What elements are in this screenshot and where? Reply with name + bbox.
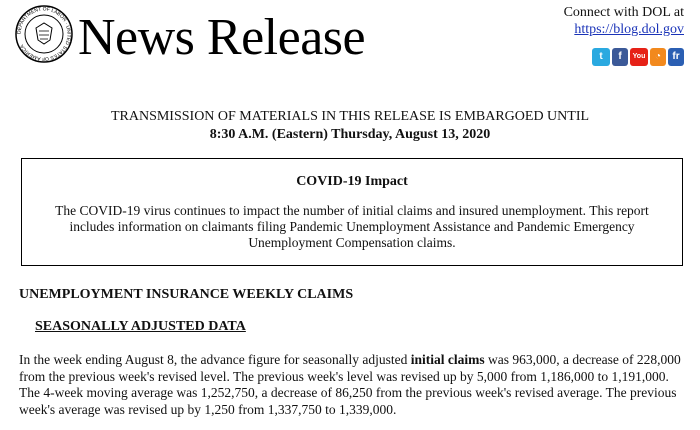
embargo-notice bbox=[0, 108, 700, 144]
rss-icon[interactable]: ◔ bbox=[650, 48, 666, 66]
para-text-start: In the week ending August 8, the advance figure for seasonally adjusted bbox=[19, 352, 411, 367]
covid-impact-box bbox=[21, 158, 683, 266]
covid-body: The COVID-19 virus continues to impact the number of initial claims and insured unemployment. This report includes information on claimants filing Pandemic Unemployment Assistance and Pandemic Emergency Unemployment Compensation claims. bbox=[55, 203, 649, 250]
connect-label: Connect with DOL at bbox=[563, 5, 684, 20]
covid-title: COVID-19 Impact bbox=[296, 174, 408, 189]
claims-paragraph bbox=[19, 352, 687, 418]
seal-lettering: DEPARTMENT OF LABOR · UNITED STATES OF AMERICA bbox=[16, 6, 72, 62]
blog-link[interactable]: https://blog.dol.gov bbox=[574, 22, 684, 37]
flickr-icon[interactable]: fr bbox=[668, 48, 684, 66]
connect-block bbox=[564, 4, 684, 38]
section-heading: UNEMPLOYMENT INSURANCE WEEKLY CLAIMS bbox=[19, 287, 354, 302]
social-links bbox=[592, 48, 684, 66]
youtube-icon[interactable]: You bbox=[630, 48, 648, 66]
page-title: News Release bbox=[78, 9, 366, 66]
para-text-end: was 963,000, a decrease of 228,000 from the previous week's revised level. The previous week's level was revised up by 5,000 from 1,186,000 to 1,191,000. The 4-week moving average was 1,252,750, a decrease of 86,250 from the previous week's revised average. The previous week's average was revised up by 1,250 from 1,337,750 to 1,339,000. bbox=[19, 352, 681, 417]
section-subheading: SEASONALLY ADJUSTED DATA bbox=[35, 319, 246, 334]
department-seal bbox=[14, 4, 74, 64]
facebook-icon[interactable]: f bbox=[612, 48, 628, 66]
embargo-date: 8:30 A.M. (Eastern) Thursday, August 13, 2020 bbox=[209, 127, 491, 142]
twitter-icon[interactable]: t bbox=[592, 48, 610, 66]
para-bold-term: initial claims bbox=[410, 352, 485, 367]
embargo-line: TRANSMISSION OF MATERIALS IN THIS RELEASE IS EMBARGOED UNTIL bbox=[110, 109, 590, 124]
